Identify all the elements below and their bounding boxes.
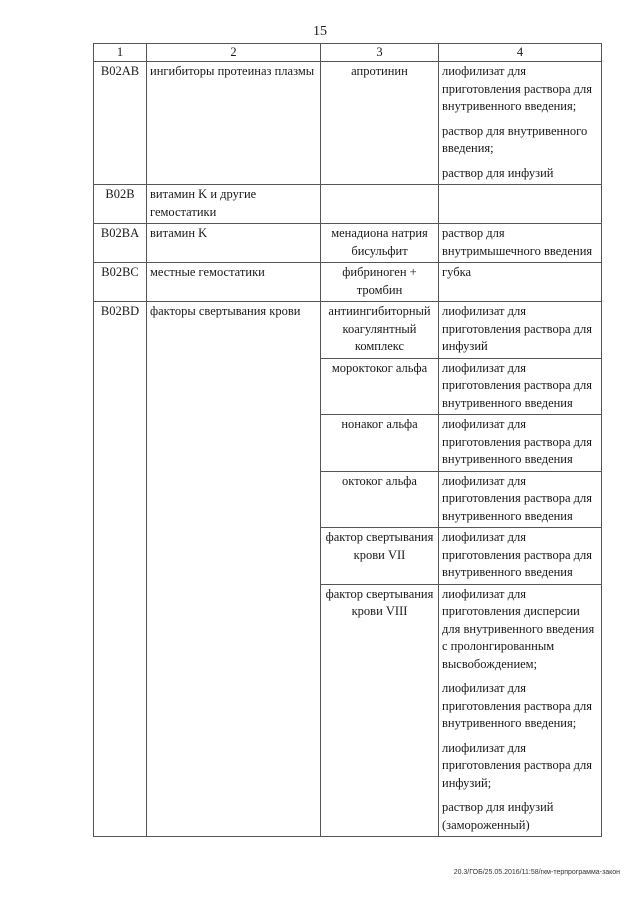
dosage-form-cell (439, 62, 602, 185)
dosage-form-cell (439, 415, 602, 472)
dosage-form-cell (439, 263, 602, 302)
column-header: 3 (321, 44, 439, 62)
dosage-form-cell (439, 185, 602, 224)
atc-code-cell: B02B (94, 185, 147, 224)
dosage-form-text: раствор для внутримышечного введения (442, 226, 593, 258)
dosage-form-text: лиофилизат для приготовления дисперсии для внутривенного введения с пролонгированным высвобождением; (442, 586, 595, 671)
dosage-form-cell (439, 471, 602, 528)
anatomical-group-cell: факторы свертывания крови (147, 302, 321, 837)
dosage-form-text: лиофилизат для приготовления раствора для внутривенного введения (442, 360, 592, 410)
dosage-form-text: губка (442, 265, 472, 279)
dosage-form-cell (439, 528, 602, 585)
atc-code-cell: B02BA (94, 224, 147, 263)
dosage-form-cell (439, 224, 602, 263)
atc-code-cell: B02AB (94, 62, 147, 185)
table-row (94, 62, 602, 185)
dosage-form-text: раствор для внутривенного введения; (442, 123, 588, 155)
anatomical-group-cell: ингибиторы протеиназ плазмы (147, 62, 321, 185)
header-row (94, 44, 602, 62)
table-row (94, 302, 602, 359)
drug-name-cell: нонаког альфа (321, 415, 439, 472)
drug-classification-table (93, 43, 602, 837)
dosage-form-text: лиофилизат для приготовления раствора для внутривенного введения (442, 473, 592, 523)
document-footer: 20.3/ГОБ/25.05.2016/11:58/гкм-терпрограмма-закон (453, 869, 620, 876)
drug-name-cell: апротинин (321, 62, 439, 185)
column-header: 2 (147, 44, 321, 62)
drug-name-cell: октоког альфа (321, 471, 439, 528)
column-header: 1 (94, 44, 147, 62)
drug-name-cell: антиингибиторный коагулянтный комплекс (321, 302, 439, 359)
atc-code-cell: B02BD (94, 302, 147, 837)
dosage-form-text: раствор для инфузий (442, 165, 554, 180)
dosage-form-text: лиофилизат для приготовления раствора для внутривенного введения (442, 417, 592, 466)
table-row (94, 185, 602, 224)
dosage-form-text: лиофилизат для приготовления раствора для внутривенного введения; (442, 681, 592, 730)
drug-name-cell: фактор свертывания крови VIII (321, 584, 439, 837)
drug-name-cell (321, 185, 439, 224)
dosage-form-text: лиофилизат для приготовления раствора для внутривенного введения (442, 530, 592, 579)
table-body (94, 62, 602, 837)
dosage-form-text: раствор для инфузий (замороженный) (442, 800, 554, 832)
column-header: 4 (439, 44, 602, 62)
atc-code-cell: B02BC (94, 263, 147, 302)
page-number: 15 (313, 24, 327, 39)
table-header (94, 44, 602, 62)
dosage-form-cell (439, 302, 602, 359)
table-row (94, 263, 602, 302)
table-row (94, 224, 602, 263)
drug-name-cell: менадиона натрия бисульфит (321, 224, 439, 263)
drug-name-cell: фибриноген + тромбин (321, 263, 439, 302)
drug-name-cell: мороктоког альфа (321, 358, 439, 415)
anatomical-group-cell: витамин K (147, 224, 321, 263)
dosage-form-text: лиофилизат для приготовления раствора для внутривенного введения; (442, 64, 592, 113)
dosage-form-text: лиофилизат для приготовления раствора для инфузий (442, 304, 592, 353)
drug-name-cell: фактор свертывания крови VII (321, 528, 439, 585)
dosage-form-cell (439, 358, 602, 415)
dosage-form-text: лиофилизат для приготовления раствора для инфузий; (442, 740, 592, 790)
dosage-form-cell (439, 584, 602, 837)
anatomical-group-cell: местные гемостатики (147, 263, 321, 302)
anatomical-group-cell: витамин K и другие гемостатики (147, 185, 321, 224)
